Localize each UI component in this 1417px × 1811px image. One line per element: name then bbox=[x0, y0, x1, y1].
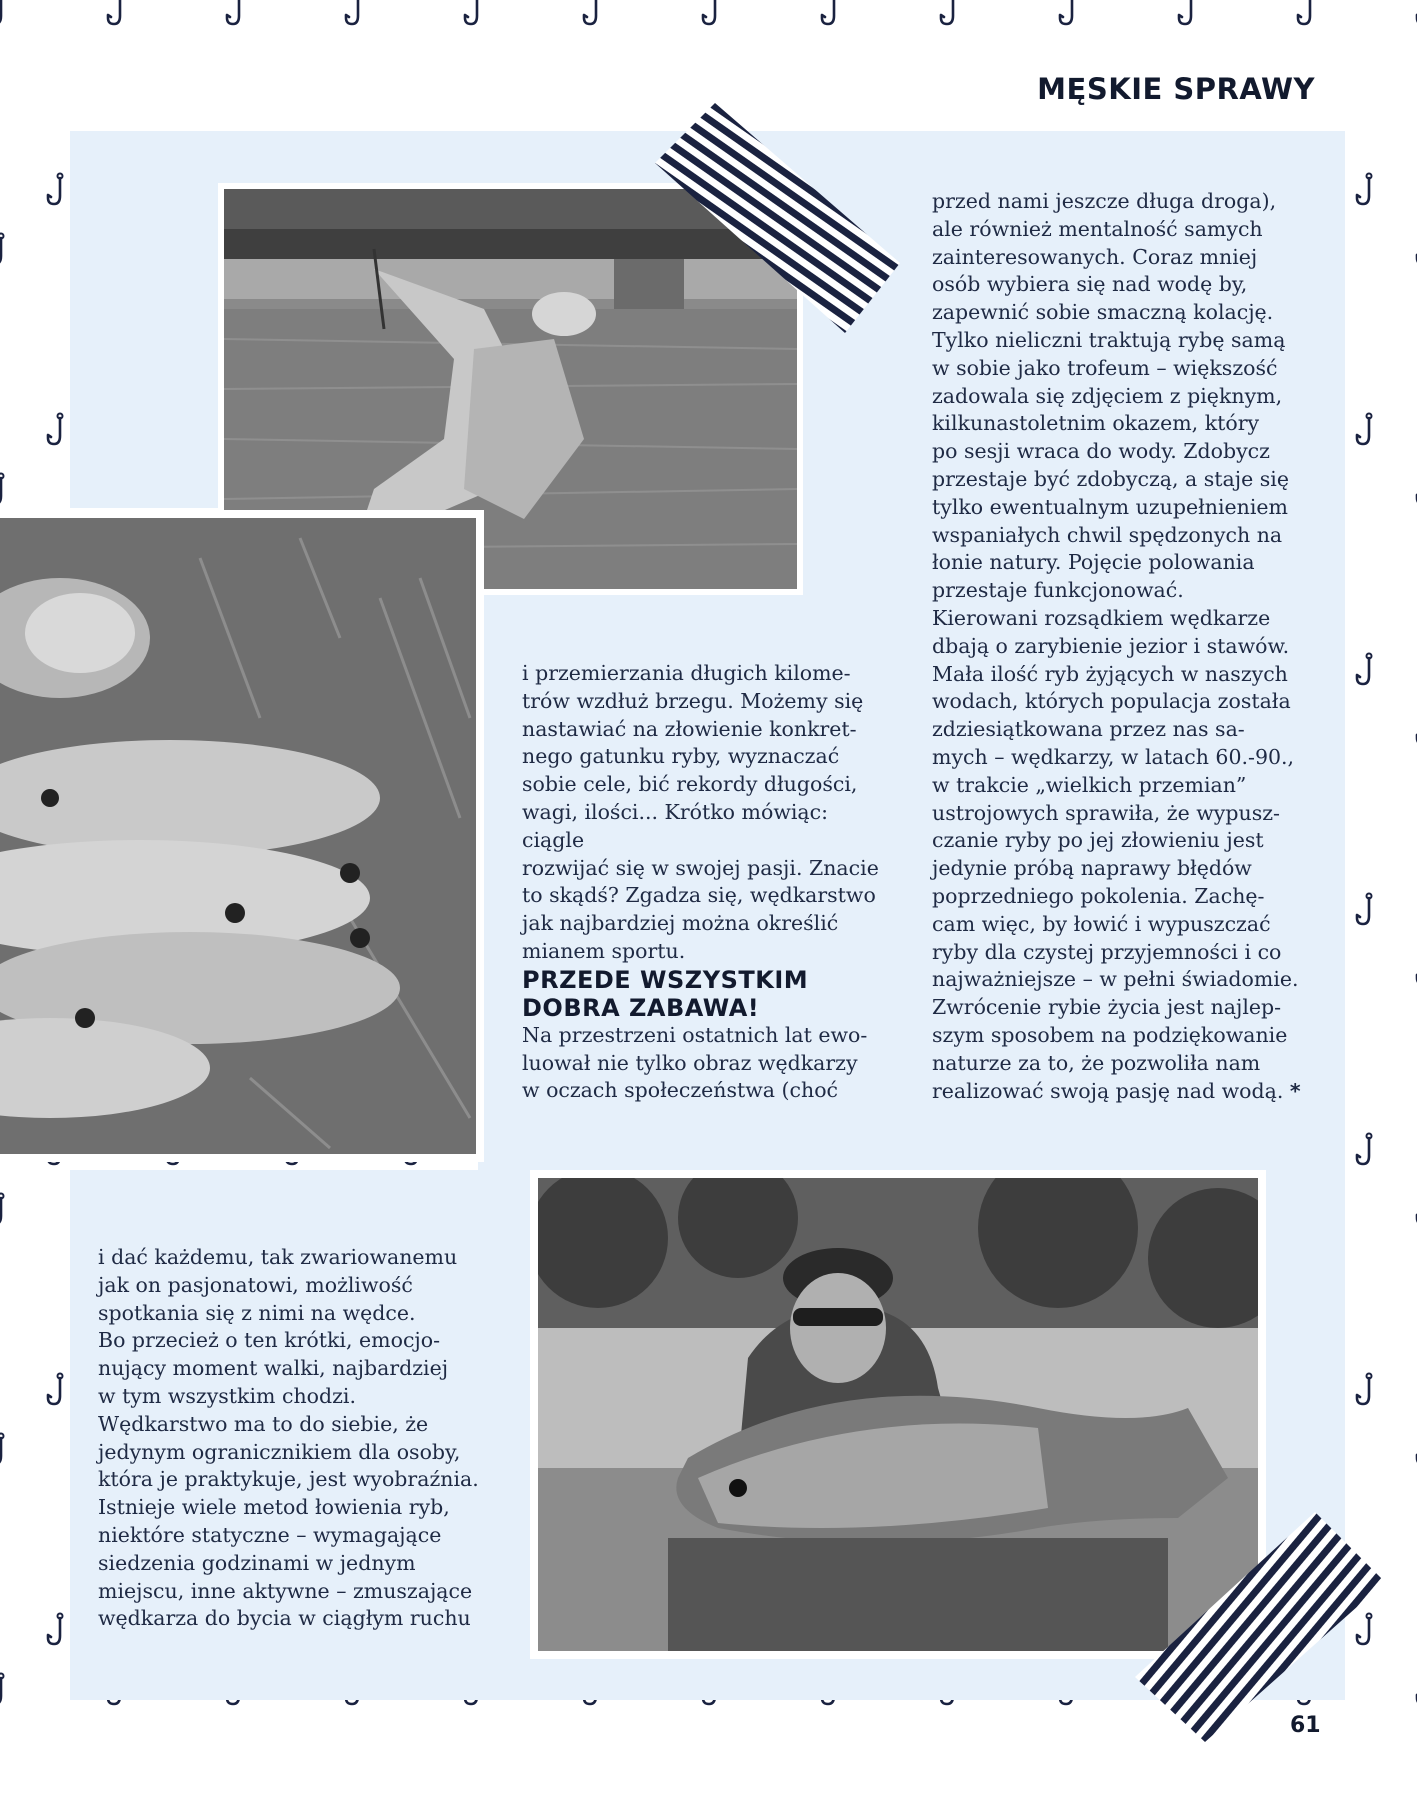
fish-hook-icon bbox=[227, 0, 242, 24]
fish-hook-icon bbox=[1357, 174, 1372, 205]
fish-hook-icon bbox=[0, 1434, 4, 1465]
fish-hook-icon bbox=[0, 474, 4, 505]
fish-hook-icon bbox=[465, 0, 480, 24]
fish-hook-icon bbox=[941, 0, 956, 24]
fish-hook-icon bbox=[0, 1674, 4, 1705]
article-paragraph: i przemierzania długich kilome- trów wzdłuż brzegu. Możemy się nastawiać na złowienie konkret- nego gatunku ryby, wyznaczać sobie cele, bić rekordy długości, wagi, ilości... Krótko mówiąc: ciągle rozwijać się w swojej pasji. Znacie to skądś? Zgadza się, wędkarstwo jak najbardziej można określić mianem sportu. bbox=[522, 661, 879, 963]
article-paragraph: Na przestrzeni ostatnich lat ewo- luował nie tylko obraz wędkarzy w oczach społeczeństwa (choć bbox=[522, 1022, 868, 1103]
fish-hook-icon bbox=[48, 1374, 63, 1405]
article-paragraph: i dać każdemu, tak zwariowanemu jak on pasjonatowi, możliwość spotkania się z nimi na wędce. Bo przecież o ten krótki, emocjo- nujący moment walki, najbardziej w tym wszystkim chodzi. Wędkarstwo ma to do siebie, że jedynym ogranicznikiem dla osoby, która je praktykuje, jest wyobraźnia. Istnieje wiele metod łowienia ryb, niektóre statyczne – wymagające siedzenia godzinami w jednym miejscu, inne aktywne – zmuszające wędkarza do bycia w ciągłym ruchu bbox=[98, 1245, 479, 1631]
striped-tape-bottom bbox=[1135, 1512, 1385, 1742]
fish-hook-icon bbox=[1060, 0, 1075, 24]
fish-hook-icon bbox=[1357, 654, 1372, 685]
fish-hook-icon bbox=[48, 174, 63, 205]
section-heading: PRZEDE WSZYSTKIM DOBRA ZABAWA! bbox=[522, 965, 809, 1022]
striped-tape-top bbox=[655, 103, 900, 333]
fish-hook-icon bbox=[1357, 414, 1372, 445]
fish-hook-icon bbox=[0, 234, 4, 265]
article-column-left bbox=[98, 1244, 518, 1633]
photo-fish-on-grass bbox=[0, 510, 484, 1162]
page-number: 61 bbox=[1290, 1713, 1321, 1738]
article-column-middle bbox=[522, 660, 882, 1105]
article-paragraph bbox=[932, 188, 1332, 1105]
fish-hook-icon bbox=[0, 0, 4, 24]
fish-hook-icon bbox=[703, 0, 718, 24]
fish-hook-icon bbox=[1179, 0, 1194, 24]
fish-hook-icon bbox=[48, 414, 63, 445]
article-column-right bbox=[932, 188, 1332, 1105]
fish-hook-icon bbox=[48, 1614, 63, 1645]
fish-hook-icon bbox=[1357, 1134, 1372, 1165]
fish-hook-icon bbox=[346, 0, 361, 24]
fish-hook-icon bbox=[1357, 894, 1372, 925]
fish-hook-icon bbox=[1298, 0, 1313, 24]
fish-hook-icon bbox=[0, 1194, 4, 1225]
fish-hook-icon bbox=[108, 0, 123, 24]
fish-hook-icon bbox=[1357, 1374, 1372, 1405]
fish-hook-icon bbox=[584, 0, 599, 24]
section-title: MĘSKIE SPRAWY bbox=[1037, 72, 1315, 106]
end-mark: * bbox=[1289, 1078, 1301, 1103]
fish-hook-icon bbox=[822, 0, 837, 24]
article-paragraph-text: przed nami jeszcze długa droga), ale również mentalność samych zainteresowanych. Coraz mniej osób wybiera się nad wodę by, zapewnić sobie smaczną kolację. Tylko nieliczni traktują rybę samą w sobie jako trofeum – większość zadowala się zdjęciem z pięknym, kilkunastoletnim okazem, który po sesji wraca do wody. Zdobycz przestaje być zdobyczą, a staje się tylko ewentualnym uzupełnieniem wspaniałych chwil spędzonych na łonie natury. Pojęcie polowania przestaje funkcjonować. Kierowani rozsądkiem wędkarze dbają o zarybienie jezior i stawów. Mała ilość ryb żyjących w naszych wodach, których populacja została zdziesiątkowana przez nas sa- mych – wędkarzy, w latach 60.-90., w trakcie „wielkich przemian” ustrojowych sprawiła, że wypusz- czanie ryby po jej złowieniu jest jedynie próbą naprawy błędów poprzedniego pokolenia. Zachę- cam więc, by łowić i wypuszczać ryby dla czystej przyjemności i co najważniejsze – w pełni świadomie. Zwrócenie rybie życia jest najlep- szym sposobem na podziękowanie naturze za to, że pozwoliła nam realizować swoją pasję nad wodą. bbox=[932, 189, 1299, 1103]
